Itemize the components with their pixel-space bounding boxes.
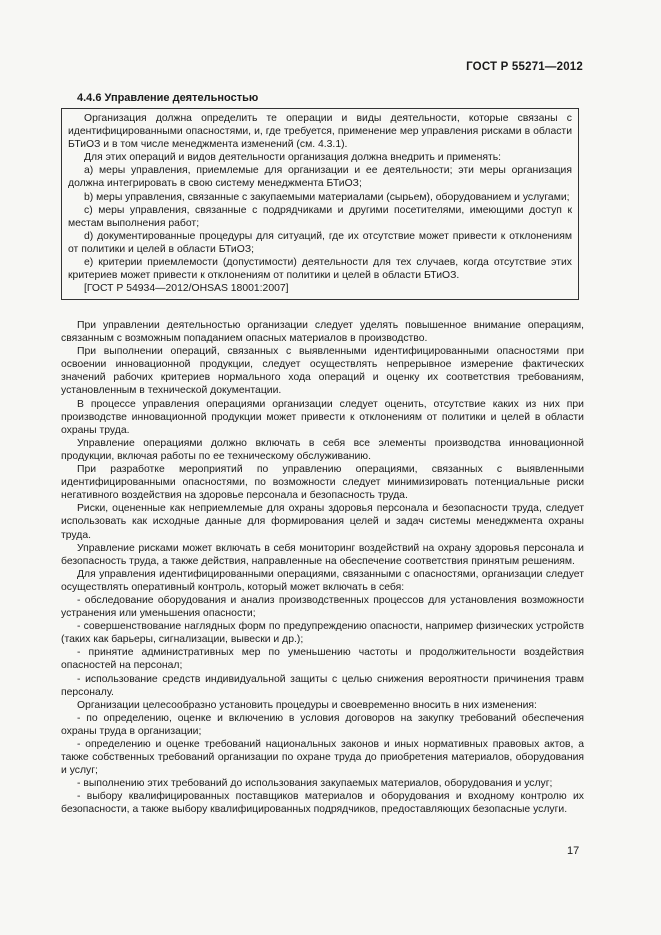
body-text bbox=[61, 319, 584, 817]
page-number: 17 bbox=[567, 845, 580, 857]
box-paragraph: d) документированные процедуры для ситуаций, где их отсутствие может привести к отклонениям от политики и целей в области БТиОЗ; bbox=[68, 230, 572, 255]
list-item: - выполнению этих требований до использования закупаемых материалов, оборудования и услуг; bbox=[77, 778, 553, 790]
document-header: ГОСТ Р 55271—2012 bbox=[466, 61, 583, 73]
box-paragraph: а) меры управления, приемлемые для организации и ее деятельности; эти меры организация должна интегрировать в свою систему менеджмента БТиОЗ; bbox=[68, 165, 572, 190]
list-item: - использование средств индивидуальной защиты с целью снижения вероятности причинения травм персоналу. bbox=[61, 673, 584, 698]
box-paragraph: b) меры управления, связанные с закупаемыми материалами (сырьем), оборудованием и услугами; bbox=[84, 191, 570, 203]
section-title: 4.4.6 Управление деятельностью bbox=[77, 92, 259, 104]
box-paragraph: Для этих операций и видов деятельности организация должна внедрить и применять: bbox=[84, 152, 502, 164]
box-paragraph: c) меры управления, связанные с подрядчиками и другими посетителями, имеющими доступ к местам выполнения работ; bbox=[68, 204, 572, 229]
list-item: - принятие административных мер по уменьшению частоты и продолжительности воздействия опасностей на персонал; bbox=[61, 647, 584, 672]
body-paragraph: В процессе управления операциями организации следует оценить, отсутствие каких из них при производстве инновационной продукции может привести к отклонениям от политики и целей в области охраны труда. bbox=[61, 398, 584, 436]
box-reference: [ГОСТ Р 54934—2012/OHSAS 18001:2007] bbox=[84, 283, 289, 295]
list-item: - совершенствование наглядных форм по предупреждению опасности, например физических устройств (таких как барьеры, сигнализации, вывески и др.); bbox=[61, 621, 584, 646]
list-item: - по определению, оценке и включению в условия договоров на закупку требований обеспечения охраны труда в организации; bbox=[61, 712, 584, 737]
list-item: - выбору квалифицированных поставщиков материалов и оборудования и входному контролю их безопасности, а также выбору квалифицированных подрядчиков, предоставляющих безопасные услуги. bbox=[61, 791, 584, 816]
box-paragraph: Организация должна определить те операции и виды деятельности, которые связаны с идентифицированными опасностями, и, где требуется, применение мер управления рисками в области БТиОЗ и в том числе менеджмента изменений (см. 4.3.1). bbox=[68, 113, 572, 151]
body-paragraph: При разработке мероприятий по управлению операциями, связанных с выявленными идентифицированными опасностями, по возможности следует минимизировать потенциальные риски негативного воздействия на здоровье персонала и безопасность труда. bbox=[61, 464, 584, 502]
body-paragraph: Организации целесообразно установить процедуры и своевременно вносить в них изменения: bbox=[77, 699, 537, 711]
body-paragraph: Для управления идентифицированными операциями, связанными с опасностями, организации следует осуществлять оперативный контроль, который может включать в себя: bbox=[61, 568, 584, 593]
body-paragraph: Риски, оцененные как неприемлемые для охраны здоровья персонала и безопасности труда, следует использовать как исходные данные для формирования целей и задач системы менеджмента охраны труда. bbox=[61, 503, 584, 541]
list-item: - обследование оборудования и анализ производственных процессов для установления возможности устранения или уменьшения опасности; bbox=[61, 594, 584, 620]
body-paragraph: При выполнении операций, связанных с выявленными идентифицированными опасностями при освоении инновационной продукции, следует осуществлять непрерывное измерение фактических значений рабочих критериев нормального хода операций и оценку их соответствия требованиям, установленным в технической документации. bbox=[61, 346, 584, 397]
body-paragraph: Управление рисками может включать в себя мониторинг воздействий на охрану здоровья персонала и безопасность труда, а также действия, направленные на обеспечение соответствия принятым решениям. bbox=[61, 542, 584, 567]
body-paragraph: Управление операциями должно включать в себя все элементы производства инновационной продукции, включая работы по ее техническому обслуживанию. bbox=[61, 437, 584, 462]
quoted-requirements-box bbox=[61, 108, 579, 300]
box-paragraph: е) критерии приемлемости (допустимости) деятельности для тех случаев, когда отсутствие этих критериев может привести к отклонениям от политики и целей в области БТиОЗ. bbox=[68, 257, 572, 282]
body-paragraph: При управлении деятельностью организации следует уделять повышенное внимание операциям, связанным с возможным попаданием опасных материалов в производство. bbox=[61, 320, 584, 345]
list-item: - определению и оценке требований национальных законов и иных нормативных правовых актов, а также собственных требований организации по охране труда до приобретения материалов, оборудования и услуг; bbox=[61, 739, 584, 777]
